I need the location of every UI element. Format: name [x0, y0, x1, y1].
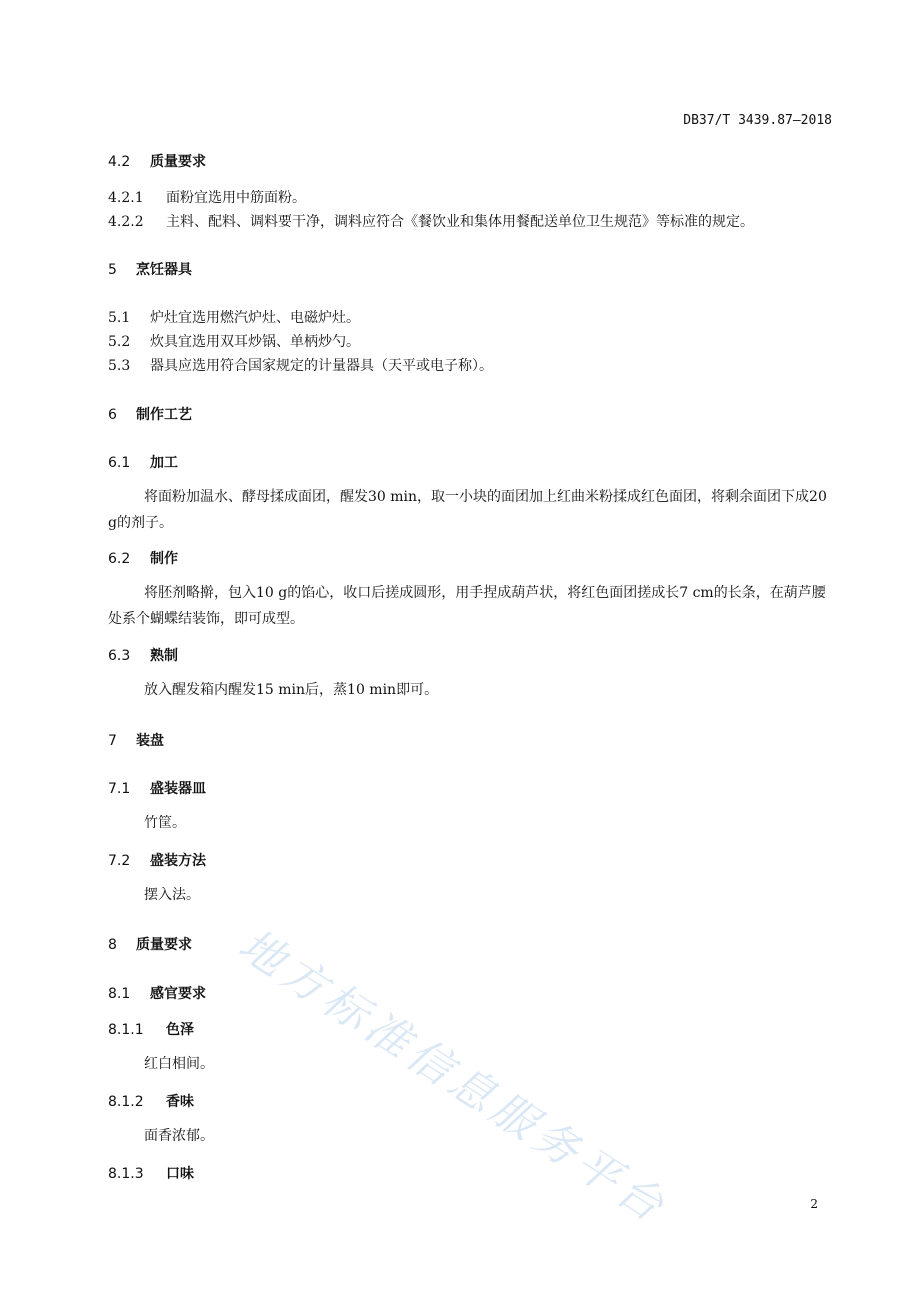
clause-text: 炊具宜选用双耳炒锅、单柄炒勺。	[150, 334, 360, 350]
section-title: 感官要求	[150, 986, 206, 1002]
section-title: 香味	[166, 1094, 194, 1110]
section-title: 色泽	[166, 1022, 194, 1038]
clause-4-2-2	[108, 211, 754, 231]
clause-number: 5.1	[108, 310, 131, 326]
section-title: 加工	[150, 455, 178, 471]
document-code: DB37/T 3439.87—2018	[683, 113, 832, 128]
section-number: 6.2	[108, 551, 131, 567]
clause-text: 炉灶宜选用燃汽炉灶、电磁炉灶。	[150, 310, 360, 326]
heading-7-1	[108, 778, 206, 798]
section-number: 8.1.1	[108, 1022, 144, 1038]
clause-number: 4.2.1	[108, 190, 144, 206]
section-number: 8.1	[108, 986, 131, 1002]
clause-5-2	[108, 331, 360, 351]
heading-8	[108, 934, 192, 954]
heading-5	[108, 259, 192, 279]
heading-8-1-1	[108, 1019, 194, 1039]
watermark: 地方标准信息服务平台	[229, 919, 677, 1235]
paragraph-6-2: 将胚剂略擀，包入10 g的馅心，收口后搓成圆形，用手捏成葫芦状，将红色面团搓成长7 cm的长条，在葫芦腰处系个蝴蝶结装饰，即可成型。	[108, 585, 826, 627]
section-number: 6	[108, 407, 117, 423]
clause-5-3	[108, 355, 493, 375]
section-title: 烹饪器具	[136, 262, 192, 278]
paragraph-8-1-1: 红白相间。	[144, 1056, 214, 1072]
section-title: 盛装器皿	[150, 781, 206, 797]
section-title: 质量要求	[150, 154, 206, 170]
section-number: 8.1.2	[108, 1094, 144, 1110]
heading-8-1	[108, 983, 206, 1003]
paragraph-6-1: 将面粉加温水、酵母揉成面团，醒发30 min，取一小块的面团加上红曲米粉揉成红色面团，将剩余面团下成20 g的剂子。	[108, 489, 827, 531]
clause-text: 面粉宜选用中筋面粉。	[166, 190, 306, 206]
heading-6-3	[108, 645, 178, 665]
paragraph-8-1-2: 面香浓郁。	[144, 1128, 214, 1144]
clause-number: 5.3	[108, 358, 131, 374]
heading-6-1	[108, 452, 178, 472]
heading-6-2	[108, 548, 178, 568]
section-number: 6.1	[108, 455, 131, 471]
page-number: 2	[810, 1197, 818, 1211]
clause-number: 5.2	[108, 334, 131, 350]
section-title: 质量要求	[136, 937, 192, 953]
heading-4-2	[108, 151, 206, 171]
paragraph-7-2: 摆入法。	[144, 887, 200, 903]
section-number: 5	[108, 262, 117, 278]
section-title: 制作工艺	[136, 407, 192, 423]
section-number: 4.2	[108, 154, 131, 170]
heading-7	[108, 730, 164, 750]
clause-5-1	[108, 307, 360, 327]
paragraph-6-3: 放入醒发箱内醒发15 min后，蒸10 min即可。	[144, 682, 439, 698]
section-title: 口味	[166, 1166, 194, 1182]
clause-text: 器具应选用符合国家规定的计量器具（天平或电子称）。	[150, 358, 493, 374]
heading-8-1-2	[108, 1091, 194, 1111]
clause-4-2-1	[108, 187, 306, 207]
section-number: 7.2	[108, 853, 131, 869]
section-title: 熟制	[150, 648, 178, 664]
clause-number: 4.2.2	[108, 214, 144, 230]
section-title: 盛装方法	[150, 853, 206, 869]
section-number: 8.1.3	[108, 1166, 144, 1182]
section-title: 制作	[150, 551, 178, 567]
clause-text: 主料、配料、调料要干净，调料应符合《餐饮业和集体用餐配送单位卫生规范》等标准的规定。	[166, 214, 754, 230]
heading-6	[108, 404, 192, 424]
paragraph-7-1: 竹筐。	[144, 815, 186, 831]
heading-7-2	[108, 850, 206, 870]
section-number: 8	[108, 937, 117, 953]
section-number: 7	[108, 733, 117, 749]
heading-8-1-3	[108, 1163, 194, 1183]
section-title: 装盘	[136, 733, 164, 749]
section-number: 6.3	[108, 648, 131, 664]
section-number: 7.1	[108, 781, 131, 797]
